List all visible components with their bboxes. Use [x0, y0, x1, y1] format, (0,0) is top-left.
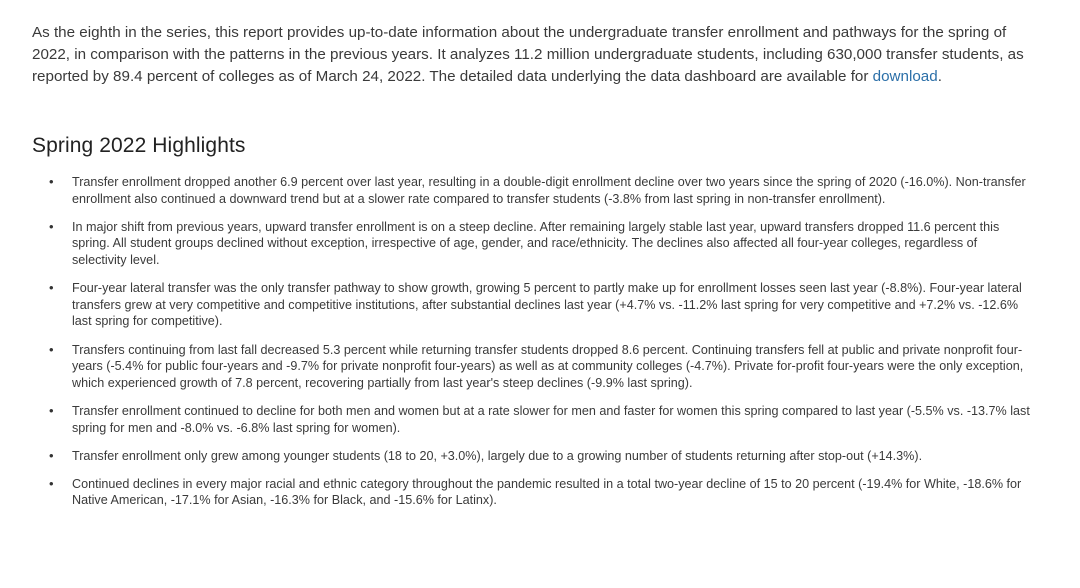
list-item-text: Transfer enrollment continued to decline for both men and women but at a rate slower for men and faster for women this spring compared to last year (-5.5% vs. -13.7% last spring for men and -8.0% vs. -6.8% last spring for women).	[72, 403, 1030, 435]
highlights-list	[32, 174, 1032, 509]
bullet-icon: •	[49, 218, 54, 234]
bullet-icon: •	[49, 341, 54, 357]
list-item	[32, 219, 1032, 269]
download-link[interactable]: download	[872, 68, 938, 85]
list-item	[32, 342, 1032, 392]
list-item-text: Transfers continuing from last fall decreased 5.3 percent while returning transfer students dropped 8.6 percent. Continuing transfers fell at public and private nonprofit four-years (-5.4% for public four-years and -9.7% for private nonprofit four-years) as well as at community colleges (-4.7%). Private for-profit four-years were the only exception, which experienced growth of 7.8 percent, recovering partially from last year's steep declines (-9.9% last spring).	[72, 342, 1024, 390]
intro-text: As the eighth in the series, this report provides up-to-date information about the undergraduate transfer enrollment and pathways for the spring of 2022, in comparison with the patterns in the previous years. It analyzes 11.2 million undergraduate students, including 630,000 transfer students, as reported by 89.4 percent of colleges as of March 24, 2022. The detailed data underlying the data dashboard are available for	[32, 24, 1024, 85]
bullet-icon: •	[49, 280, 54, 296]
bullet-icon: •	[49, 402, 54, 418]
intro-suffix: .	[937, 68, 942, 85]
list-item-text: Four-year lateral transfer was the only transfer pathway to show growth, growing 5 percent to partly make up for enrollment losses seen last year (-8.8%). Four-year lateral transfers grew at very competitive and competitive institutions, after substantial declines last year (+4.7% vs. -11.2% last spring for very competitive and +7.2% vs. -12.6% last spring for competitive).	[72, 281, 1022, 329]
list-item	[32, 174, 1032, 207]
intro-paragraph	[32, 22, 1032, 88]
bullet-icon: •	[49, 447, 54, 463]
bullet-icon: •	[49, 475, 54, 491]
list-item	[32, 280, 1032, 330]
list-item	[32, 476, 1032, 509]
list-item	[32, 448, 1032, 465]
bullet-icon: •	[49, 174, 54, 189]
list-item-text: Transfer enrollment dropped another 6.9 percent over last year, resulting in a double-digit enrollment decline over two years since the spring of 2020 (-16.0%). Non-transfer enrollment also continued a downward trend but at a slower rate compared to transfer students (-3.8% from last spring in non-transfer enrollment).	[72, 175, 1026, 206]
list-item-text: Transfer enrollment only grew among younger students (18 to 20, +3.0%), largely due to a growing number of students returning after stop-out (+14.3%).	[72, 448, 923, 463]
report-content	[32, 22, 1032, 521]
list-item-text: Continued declines in every major racial and ethnic category throughout the pandemic resulted in a total two-year decline of 15 to 20 percent (-19.4% for White, -18.6% for Native American, -17.1% for Asian, -16.3% for Black, and -15.6% for Latinx).	[72, 476, 1022, 508]
highlights-heading: Spring 2022 Highlights	[32, 134, 246, 157]
list-item-text: In major shift from previous years, upward transfer enrollment is on a steep decline. After remaining largely stable last year, upward transfers dropped 11.6 percent this spring. All student groups declined without exception, irrespective of age, gender, and race/ethnicity. The declines also affected all four-year colleges, regardless of selectivity level.	[72, 219, 1000, 267]
list-item	[32, 403, 1032, 436]
